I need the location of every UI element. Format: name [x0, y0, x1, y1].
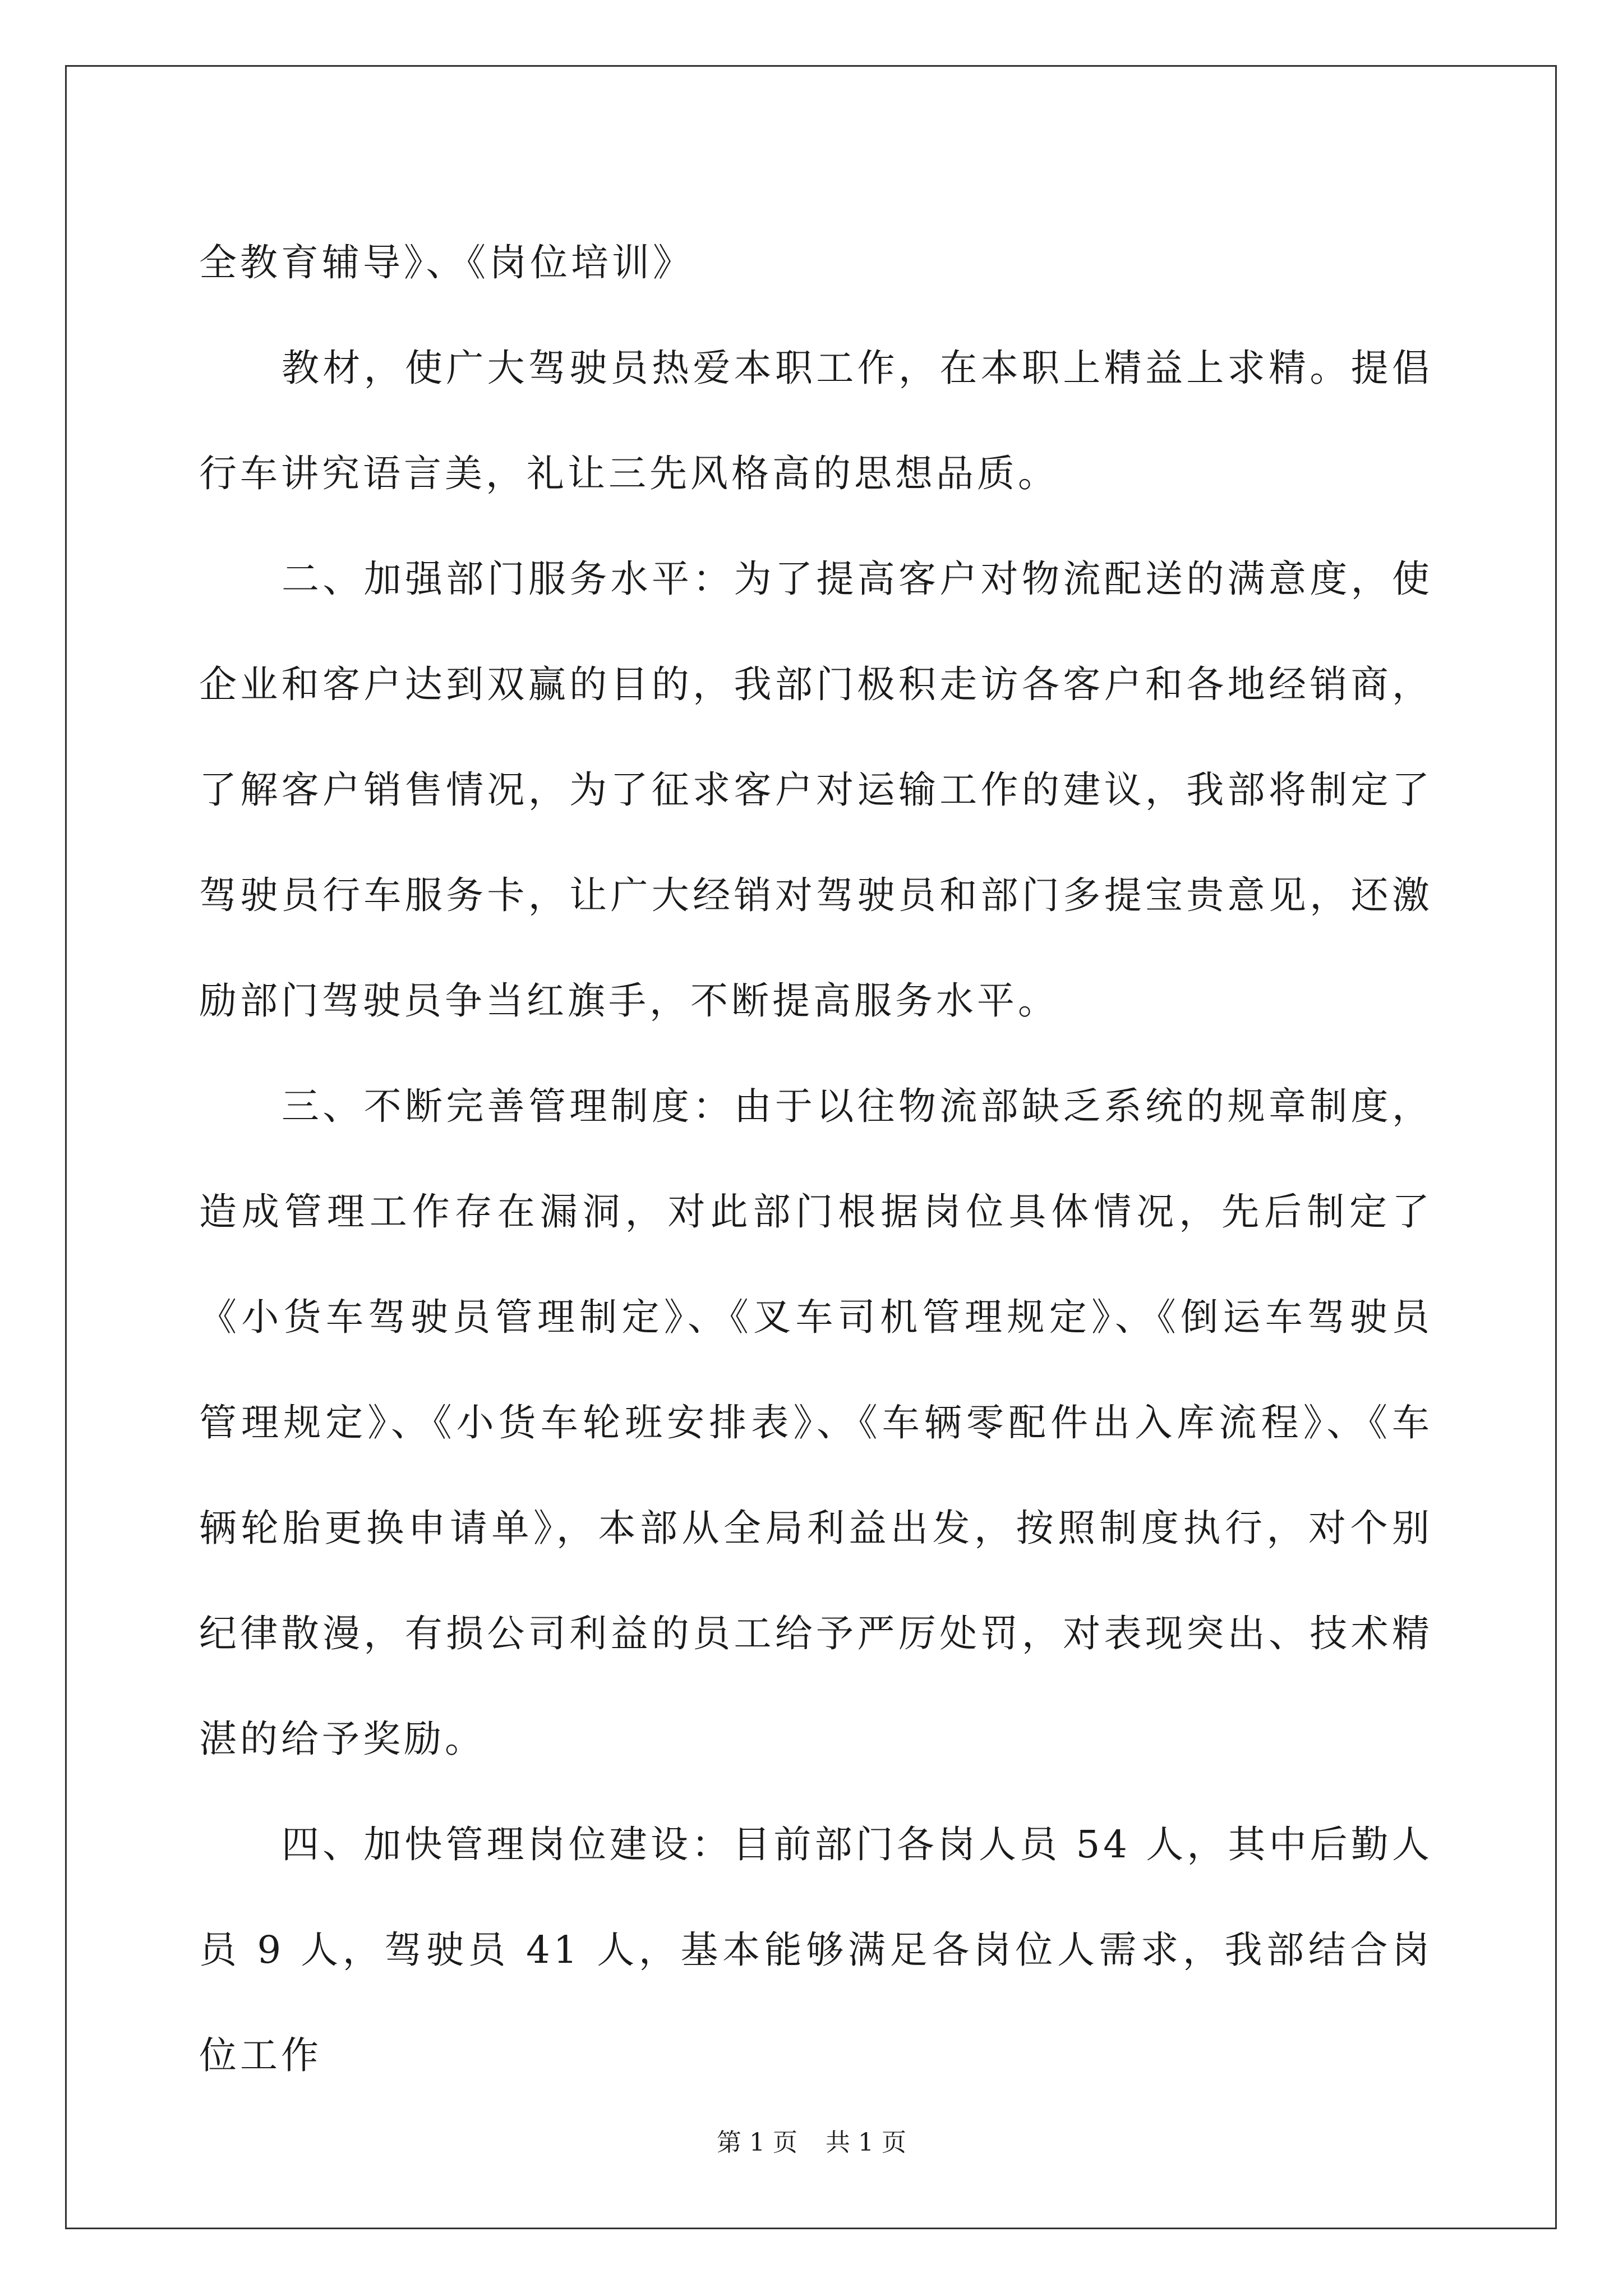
paragraph-textbooks: 教材，使广大驾驶员热爱本职工作，在本职上精益上求精。提倡行车讲究语言美，礼让三先风格高的思想品质。 [199, 346, 1433, 495]
page-number-total: 共 1 页 [826, 2128, 906, 2157]
paragraph-management-system: 三、不断完善管理制度：由于以往物流部缺乏系统的规章制度，造成管理工作存在漏洞，对此部门根据岗位具体情况，先后制定了《小货车驾驶员管理制定》、《叉车司机管理规定》、《倒运车驾驶员管理规定》、《小货车轮班安排表》、《车辆零配件出入库流程》、《车辆轮胎更换申请单》，本部从全局利益出发，按照制度执行，对个别纪律散漫，有损公司利益的员工给予严厉处罚，对表现突出、技术精湛的给予奖励。 [199, 1084, 1433, 1761]
page-footer [0, 2126, 1623, 2160]
document-body [199, 210, 1433, 2108]
paragraph-continuation: 全教育辅导》、《岗位培训》 [199, 241, 694, 284]
paragraph-service-level: 二、加强部门服务水平：为了提高客户对物流配送的满意度，使企业和客户达到双赢的目的，我部门极积走访各客户和各地经销商，了解客户销售情况，为了征求客户对运输工作的建议，我部将制定了驾驶员行车服务卡，让广大经销对驾驶员和部门多提宝贵意见，还激励部门驾驶员争当红旗手，不断提高服务水平。 [199, 557, 1433, 1023]
page-number-current: 第 1 页 [717, 2128, 797, 2157]
paragraph-post-construction: 四、加快管理岗位建设：目前部门各岗人员 54 人，其中后勤人员 9 人，驾驶员 41 人，基本能够满足各岗位人需求，我部结合岗位工作 [199, 1823, 1433, 2077]
